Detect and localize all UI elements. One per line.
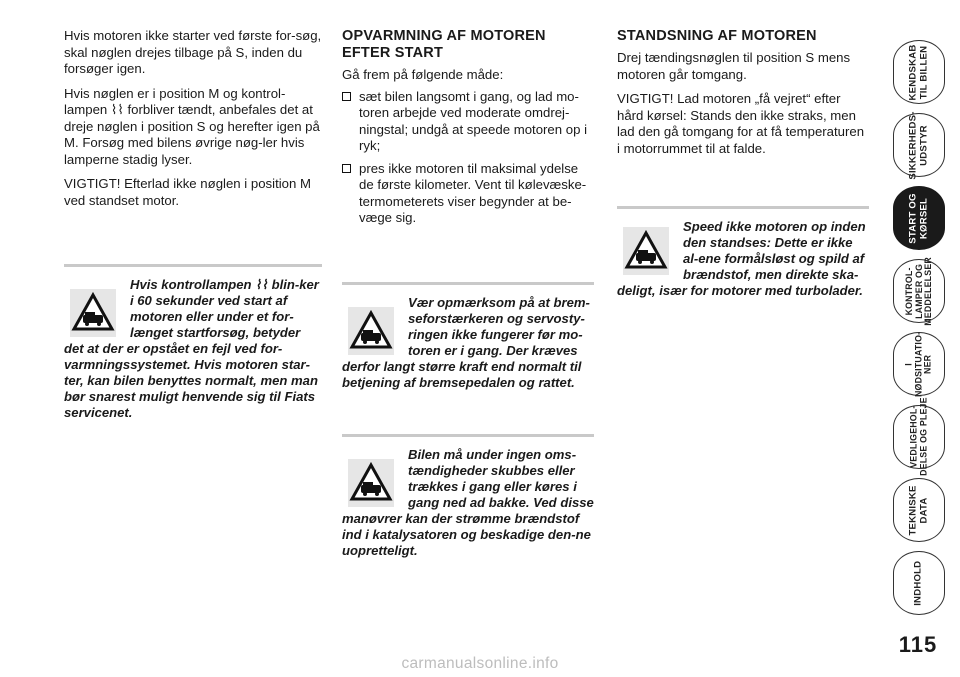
- tab-kontrollamper[interactable]: [893, 256, 945, 326]
- paragraph-important: VIGTIGT! Efterlad ikke nøglen i position M ved standset motor.: [64, 176, 311, 208]
- checkbox-bullet-icon: [342, 92, 351, 101]
- column-middle: [342, 28, 594, 233]
- warning-triangle-icon: [70, 289, 116, 337]
- paragraph-intro: Gå frem på følgende måde:: [342, 67, 504, 82]
- warning-triangle-icon: [623, 227, 669, 275]
- bullet-text: sæt bilen langsomt i gang, og lad mo-toren arbejde ved moderate omdrej-ningstal; undgå at speede motoren op i ryk;: [359, 88, 588, 153]
- tab-label: TEKNISKE DATA: [907, 484, 930, 536]
- warning-triangle-icon: [348, 459, 394, 507]
- watermark: carmanualsonline.info: [401, 655, 559, 672]
- warning-box-no-revving: [617, 206, 869, 299]
- tab-tekniske-data[interactable]: [893, 478, 945, 542]
- list-item: [342, 89, 594, 155]
- warning-box-glow-plug: [64, 264, 322, 421]
- tab-nodsituationer[interactable]: [893, 332, 945, 396]
- tab-label: INDHOLD: [912, 560, 924, 606]
- tab-sikkerhedsudstyr[interactable]: [893, 110, 945, 180]
- paragraph-stop-important: VIGTIGT! Lad motoren „få vejret“ efter hård kørsel: Stands den ikke straks, men lad den gå tomgang for at få temperaturen i motorrummet til at falde.: [617, 91, 865, 156]
- warning-text: Bilen må under ingen oms-tændigheder skubbes eller trækkes i gang eller køres i gang ned ad bakke. Ved disse manøvrer kan der strømme brændstof ind i katalysatoren og beskadige den-ne uopretteligt.: [342, 447, 594, 558]
- column-right: [617, 28, 869, 165]
- tab-vedligeholdelse[interactable]: [893, 397, 945, 477]
- warning-triangle-icon: [348, 307, 394, 355]
- tab-indhold[interactable]: [893, 551, 945, 615]
- heading-stopping: STANDSNING AF MOTOREN: [617, 28, 817, 44]
- tab-start-og-korsel[interactable]: [893, 186, 945, 250]
- heading-warmup: OPVARMNING AF MOTOREN EFTER START: [342, 28, 546, 61]
- tab-label: I NØDSITUATIO- NER: [903, 331, 933, 397]
- paragraph-restart: Hvis motoren ikke starter ved første for-søg, skal nøglen drejes tilbage på S, inden du forsøger igen.: [64, 28, 322, 76]
- warning-text: Speed ikke motoren op inden den standses: Dette er ikke al-ene formålsløst og spild af brændstof, men direkte ska-deligt, især for motorer med turbolader.: [617, 219, 866, 298]
- warning-box-push-start: [342, 434, 594, 559]
- list-item: [342, 161, 594, 227]
- tab-label: KONTROL- LAMPER OG MEDDELELSER: [903, 256, 933, 326]
- tab-label: VEDLIGEHOL- DELSE OG PLEJE: [908, 397, 929, 477]
- column-left: [64, 28, 322, 217]
- warning-text: Vær opmærksom på at brem-seforstærkeren og servosty-ringen ikke fungerer før mo-toren er i gang. Der kræves derfor langt større kraft end normalt til betjening af bremsepedalen og rattet.: [342, 295, 590, 390]
- paragraph-stop: Drej tændingsnøglen til position S mens motoren går tomgang.: [617, 50, 851, 82]
- checkbox-bullet-icon: [342, 164, 351, 173]
- tab-label: SIKKERHEDS- UDSTYR: [907, 110, 929, 180]
- warning-text: Hvis kontrollampen ⌇⌇ blin-ker i 60 sekunder ved start af motoren eller under et for-længet startforsøg, betyder det at der er opstået en fejl ved for-varmningssystemet. Hvis motoren star-ter, kan bilen benyttes normalt, men man bør snarest muligt henvende sig til Fiats servicenet.: [64, 277, 319, 420]
- tab-kendskab[interactable]: [893, 40, 945, 104]
- bullet-text: pres ikke motoren til maksimal ydelse de første kilometer. Vent til kølevæske-termometerets viser begynder at be-væge sig.: [359, 160, 587, 225]
- tab-label: KENDSKAB TIL BILLEN: [907, 44, 929, 100]
- warning-box-brakes: [342, 282, 594, 391]
- paragraph-glow-plug: Hvis nøglen er i position M og kontrol-lampen ⌇⌇ forbliver tændt, anbefales det at dreje nøglen i position S og herefter igen på M. Forsøg med bilens øvrige nøg-ler hvis lamperne stadig lyser.: [64, 85, 320, 167]
- page-number: 115: [898, 632, 938, 657]
- tab-label: START OG KØRSEL: [907, 192, 929, 244]
